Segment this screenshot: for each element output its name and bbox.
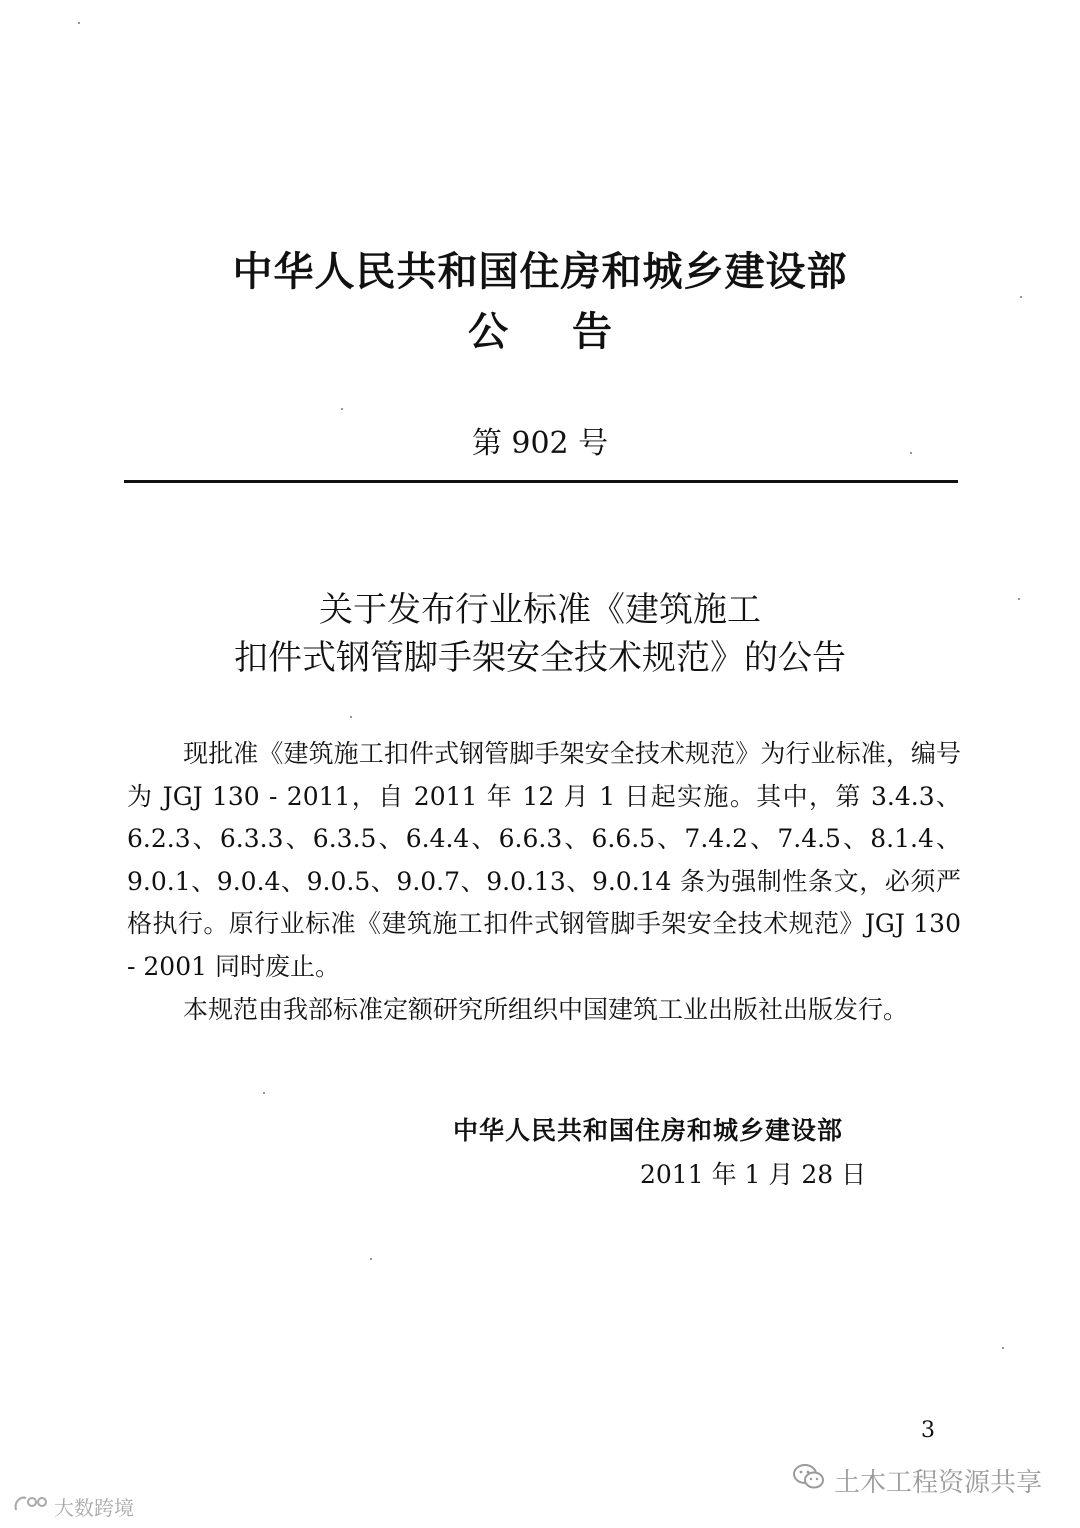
scan-speck xyxy=(370,1258,372,1260)
signature-issuer: 中华人民共和国住房和城乡建设部 xyxy=(453,1116,844,1145)
announcement-title-line2: 扣件式钢管脚手架安全技术规范》的公告 xyxy=(234,638,846,678)
issuer-heading: 中华人民共和国住房和城乡建设部 xyxy=(232,249,848,295)
scan-speck xyxy=(78,22,80,24)
header-divider xyxy=(124,480,958,483)
announcement-title-line1: 关于发布行业标准《建筑施工 xyxy=(319,590,761,630)
body-paragraph-1 xyxy=(127,733,961,988)
scan-speck xyxy=(910,452,912,454)
doc-type-heading: 公告 xyxy=(468,309,676,355)
scan-speck xyxy=(1018,598,1020,600)
watermark-left-text: 大数跨境 xyxy=(54,1496,134,1520)
page-number: 3 xyxy=(921,1418,935,1443)
watermark-left xyxy=(12,1492,134,1521)
watermark-right xyxy=(792,1462,1042,1499)
body-paragraph-2 xyxy=(127,989,961,1032)
doc-number: 第 902 号 xyxy=(471,426,609,461)
body-paragraph-2-text: 本规范由我部标准定额研究所组织中国建筑工业出版社出版发行。 xyxy=(183,995,909,1024)
scan-speck xyxy=(350,716,352,718)
scan-speck xyxy=(263,1092,265,1094)
scan-speck xyxy=(1020,296,1022,298)
scan-speck xyxy=(341,408,343,410)
logo-icon xyxy=(12,1492,48,1521)
watermark-right-text: 土木工程资源共享 xyxy=(834,1468,1043,1498)
scan-speck xyxy=(1002,1347,1004,1349)
signature-date: 2011 年 1 月 28 日 xyxy=(640,1160,867,1189)
wechat-icon xyxy=(792,1463,826,1498)
body-paragraph-1-text: 现批准《建筑施工扣件式钢管脚手架安全技术规范》为行业标准，编号为 JGJ 130 - 2011，自 2011 年 12 月 1 日起实施。其中，第 3.4.3、6.2.3、6.3.3、6.3.5、6.4.4、6.6.3、6.6.5、7.4.2、7.4.5、8.1.4、9.0.1、9.0.4、9.0.5、9.0.7、9.0.13、9.0.14 条为强制性条文，必须严格执行。原行业标准《建筑施工扣件式钢管脚手架安全技术规范》JGJ 130 - 2001 同时废止。 xyxy=(127,739,961,981)
